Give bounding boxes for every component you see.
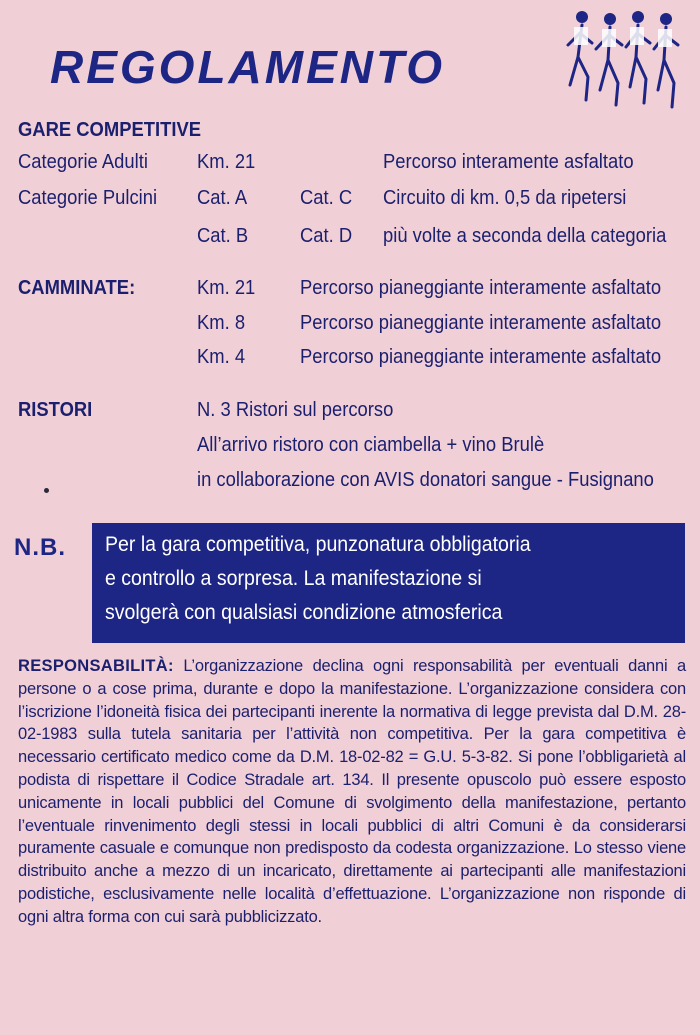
pulcini-desc-2: più volte a seconda della categoria [383, 225, 667, 247]
camminate-desc-8: Percorso pianeggiante interamente asfaltato [300, 312, 662, 334]
adulti-km: Km. 21 [197, 151, 256, 173]
camminate-desc-21: Percorso pianeggiante interamente asfaltato [300, 277, 662, 299]
ink-dot [44, 488, 49, 493]
camminate-km-21: Km. 21 [197, 277, 256, 299]
runners-illustration [560, 5, 690, 120]
nb-line-1: Per la gara competitiva, punzonatura obbligatoria [105, 533, 531, 556]
ristori-line-1: N. 3 Ristori sul percorso [197, 399, 394, 421]
camminate-desc-4: Percorso pianeggiante interamente asfaltato [300, 346, 662, 368]
camminate-km-4: Km. 4 [197, 346, 246, 368]
responsabilita-paragraph [18, 655, 686, 929]
camminate-heading: CAMMINATE: [18, 277, 136, 299]
responsabilita-lead: RESPONSABILITÀ: [18, 657, 174, 675]
responsabilita-text: L’organizzazione declina ogni responsabilità per eventuali danni a persone o a cose prima, durante e dopo la manifestazione. L’organizzazione considera con l’iscrizione l’idoneità fisica dei partecipanti inerente la normativa di legge prevista dal D.M. 28-02-1983 sulla tutela sanitaria per l’attività non competitiva. Per la gara competitiva è necessario certificato medico come da D.M. 18-02-82 = G.U. 5-3-82. Si pone l’obbligarietà al podista di rispettare il Codice Stradale art. 134. Il presente opuscolo può essere esposto unicamente in locali pubblici del Comune di svolgimento della manifestazione, pertanto l’eventuale rinvenimento degli stessi in locali pubblici di altri Comuni è da considerarsi puramente casuale e comunque non predisposto da codesta organizzazione. Lo stesso viene distribuito anche a mezzo di un incaricato, direttamente ai partecipanti alle manifestazioni podistiche, esclusivamente nelle località d’effettuazione. L’organizzazione non risponde di ogni altra forma con cui sarà pubblicizzato. [18, 657, 686, 926]
adulti-label: Categorie Adulti [18, 151, 148, 173]
pulcini-cat-a: Cat. A [197, 187, 248, 209]
adulti-desc: Percorso interamente asfaltato [383, 151, 634, 173]
nb-label: N.B. [14, 534, 66, 561]
nb-line-3: svolgerà con qualsiasi condizione atmosferica [105, 601, 503, 624]
camminate-km-8: Km. 8 [197, 312, 246, 334]
pulcini-cat-c: Cat. C [300, 187, 353, 209]
nb-line-2: e controllo a sorpresa. La manifestazione si [105, 567, 482, 590]
pulcini-label: Categorie Pulcini [18, 187, 158, 209]
ristori-line-3: in collaborazione con AVIS donatori sangue - Fusignano [197, 469, 654, 491]
ristori-heading: RISTORI [18, 399, 93, 421]
pulcini-cat-b: Cat. B [197, 225, 249, 247]
pulcini-cat-d: Cat. D [300, 225, 353, 247]
pulcini-desc-1: Circuito di km. 0,5 da ripetersi [383, 187, 627, 209]
page-title: REGOLAMENTO [50, 41, 446, 93]
gare-heading: GARE COMPETITIVE [18, 119, 201, 141]
ristori-line-2: All’arrivo ristoro con ciambella + vino Brulè [197, 434, 545, 456]
